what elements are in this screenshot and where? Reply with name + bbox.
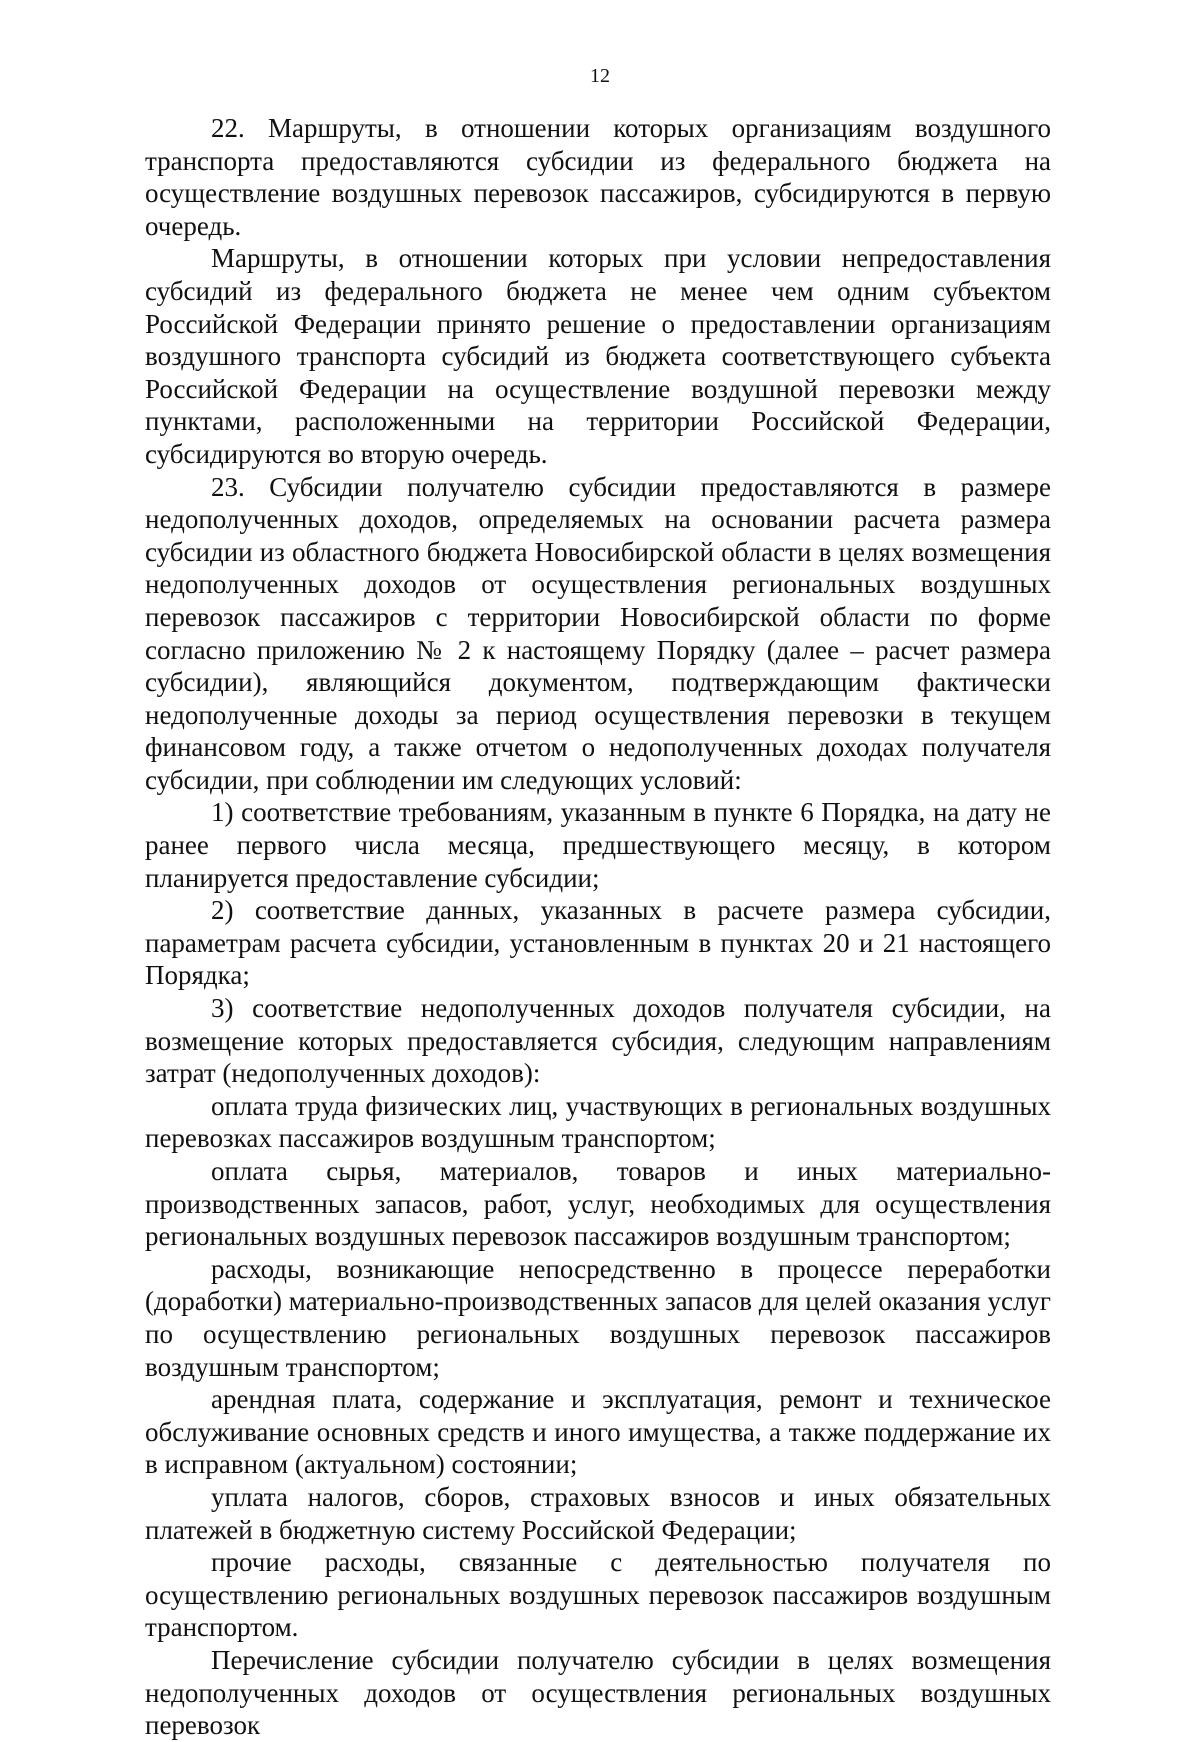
expense-labor: оплата труда физических лиц, участвующих в региональных воздушных перевозках пассажиров воздушным транспортом; bbox=[145, 1090, 1051, 1154]
expense-rent-maintenance: арендная плата, содержание и эксплуатация, ремонт и техническое обслуживание основных средств и иного имущества, а также поддержание их в исправном (актуальном) состоянии; bbox=[145, 1384, 1051, 1480]
condition-1: 1) соответствие требованиям, указанным в пункте 6 Порядка, на дату не ранее первого числа месяца, предшествующего месяцу, в котором планируется предоставление субсидии; bbox=[145, 797, 1051, 893]
expense-other: прочие расходы, связанные с деятельностью получателя по осуществлению региональных воздушных перевозок пассажиров воздушным транспортом. bbox=[145, 1547, 1051, 1643]
page-number: 12 bbox=[590, 65, 610, 87]
paragraph-22: 22. Маршруты, в отношении которых организациям воздушного транспорта предоставляются субсидии из федерального бюджета на осуществление воздушных перевозок пассажиров, субсидируются в первую очередь. bbox=[145, 113, 1051, 241]
expense-materials: оплата сырья, материалов, товаров и иных материально-производственных запасов, работ, услуг, необходимых для осуществления региональных воздушных перевозок пассажиров воздушным транспортом; bbox=[145, 1156, 1051, 1252]
paragraph-transfer: Перечисление субсидии получателю субсидии в целях возмещения недополученных доходов от осуществления региональных воздушных перевозок bbox=[145, 1644, 1051, 1741]
expense-processing: расходы, возникающие непосредственно в процессе переработки (доработки) материально-производственных запасов для целей оказания услуг по осуществлению региональных воздушных перевозок пассажиров воздушным транспортом; bbox=[145, 1253, 1051, 1382]
condition-2: 2) соответствие данных, указанных в расчете размера субсидии, параметрам расчета субсидии, установленным в пунктах 20 и 21 настоящего Порядка; bbox=[145, 895, 1051, 991]
paragraph-22-routes-second: Маршруты, в отношении которых при условии непредоставления субсидий из федерального бюджета не менее чем одним субъектом Российской Федерации принято решение о предоставлении организациям воздушного транспорта субсидий из бюджета соответствующего субъекта Российской Федерации на осуществление воздушной перевозки между пунктами, расположенными на территории Российской Федерации, субсидируются во вторую очередь. bbox=[145, 243, 1051, 469]
expense-taxes: уплата налогов, сборов, страховых взносов и иных обязательных платежей в бюджетную систему Российской Федерации; bbox=[145, 1481, 1051, 1545]
paragraph-23: 23. Субсидии получателю субсидии предоставляются в размере недополученных доходов, определяемых на основании расчета размера субсидии из областного бюджета Новосибирской области в целях возмещения недополученных доходов от осуществления региональных воздушных перевозок пассажиров с территории Новосибирской области по форме согласно приложению № 2 к настоящему Порядку (далее – расчет размера субсидии), являющийся документом, подтверждающим фактически недополученные доходы за период осуществления перевозки в текущем финансовом году, а также отчетом о недополученных доходах получателя субсидии, при соблюдении им следующих условий: bbox=[145, 471, 1051, 795]
condition-3: 3) соответствие недополученных доходов получателя субсидии, на возмещение которых предоставляется субсидия, следующим направлениям затрат (недополученных доходов): bbox=[145, 993, 1051, 1089]
document-body bbox=[145, 112, 1051, 1742]
